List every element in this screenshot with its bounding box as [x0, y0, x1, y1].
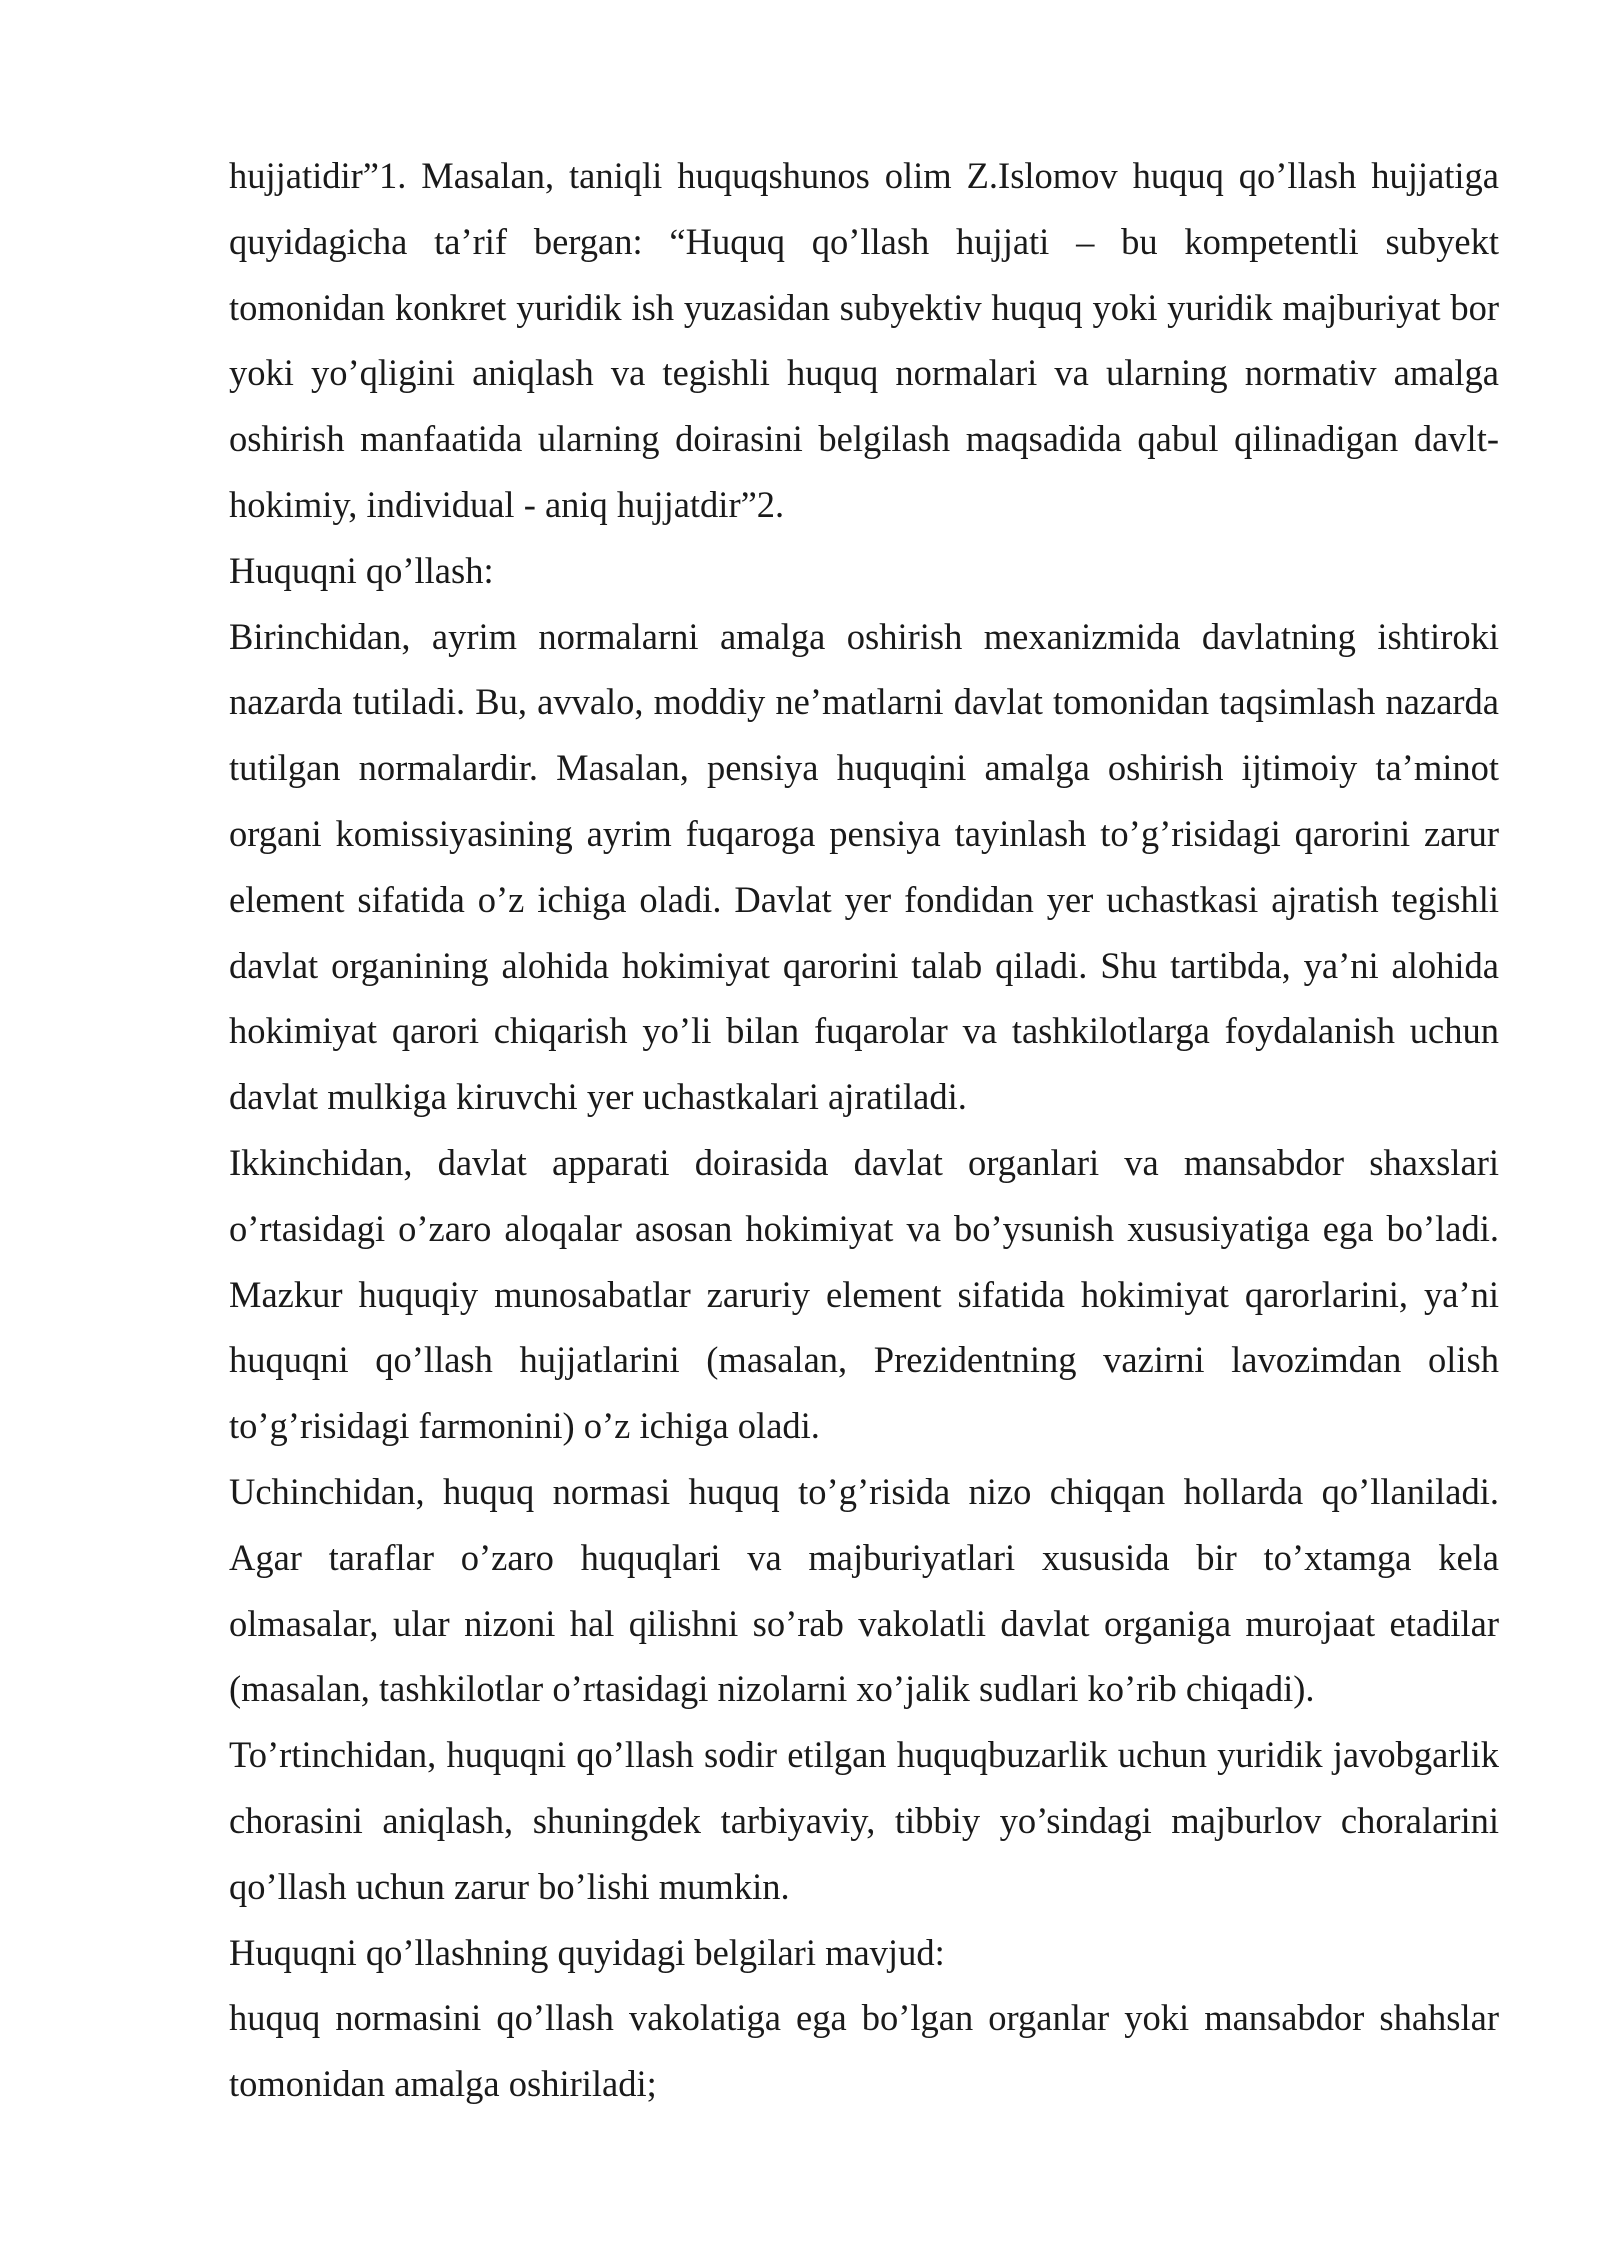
paragraph-features-heading: Huquqni qo’llashning quyidagi belgilari mavjud: [229, 1931, 945, 1973]
document-body [229, 143, 1499, 2117]
paragraph-third: Uchinchidan, huquq normasi huquq to’g’risida nizo chiqqan hollarda qo’llaniladi. Agar taraflar o’zaro huquqlari va majburiyatlari xususida bir to’xtamga kela olmasalar, ular nizoni hal qilishni so’rab vakolatli davlat organiga murojaat etadilar (masalan, tashkilotlar o’rtasidagi nizolarni xo’jalik sudlari ko’rib chiqadi). [229, 1470, 1499, 1710]
paragraph-fourth: To’rtinchidan, huquqni qo’llash sodir etilgan huquqbuzarlik uchun yuridik javobgarlik chorasini aniqlash, shuningdek tarbiyaviy, tibbiy yo’sindagi majburlov choralarini qo’llash uchun zarur bo’lishi mumkin. [229, 1734, 1499, 1907]
paragraph-first: Birinchidan, ayrim normalarni amalga oshirish mexanizmida davlatning ishtiroki nazarda tutiladi. Bu, avvalo, moddiy ne’matlarni davlat tomonidan taqsimlash nazarda tutilgan normalardir. Masalan, pensiya huquqini amalga oshirish ijtimoiy ta’minot organi komissiyasining ayrim fuqaroga pensiya tayinlash to’g’risidagi qarorini zarur element sifatida o’z ichiga oladi. Davlat yer fondidan yer uchastkasi ajratish tegishli davlat organining alohida hokimiyat qarorini talab qiladi. Shu tartibda, ya’ni alohida hokimiyat qarori chiqarish yo’li bilan fuqarolar va tashkilotlarga foydalanish uchun davlat mulkiga kiruvchi yer uchastkalari ajratiladi. [229, 615, 1499, 1118]
paragraph-feature-item: huquq normasini qo’llash vakolatiga ega bo’lgan organlar yoki mansabdor shahslar tomonidan amalga oshiriladi; [229, 1997, 1499, 2105]
paragraph-definition: hujjatidir”1. Masalan, taniqli huquqshunos olim Z.Islomov huquq qo’llash hujjatiga quyidagicha ta’rif bergan: “Huquq qo’llash hujjati – bu kompetentli subyekt tomonidan konkret yuridik ish yuzasidan subyektiv huquq yoki yuridik majburiyat bor yoki yo’qligini aniqlash va tegishli huquq normalari va ularning normativ amalga oshirish manfaatida ularning doirasini belgilash maqsadida qabul qilinadigan davlt-hokimiy, individual - aniq hujjatdir”2. [229, 155, 1499, 525]
paragraph-heading-application: Huquqni qo’llash: [229, 549, 494, 591]
paragraph-second: Ikkinchidan, davlat apparati doirasida davlat organlari va mansabdor shaxslari o’rtasidagi o’zaro aloqalar asosan hokimiyat va bo’ysunish xususiyatiga ega bo’ladi. Mazkur huquqiy munosabatlar zaruriy element sifatida hokimiyat qarorlarini, ya’ni huquqni qo’llash hujjatlarini (masalan, Prezidentning vazirni lavozimdan olish to’g’risidagi farmonini) o’z ichiga oladi. [229, 1141, 1499, 1447]
